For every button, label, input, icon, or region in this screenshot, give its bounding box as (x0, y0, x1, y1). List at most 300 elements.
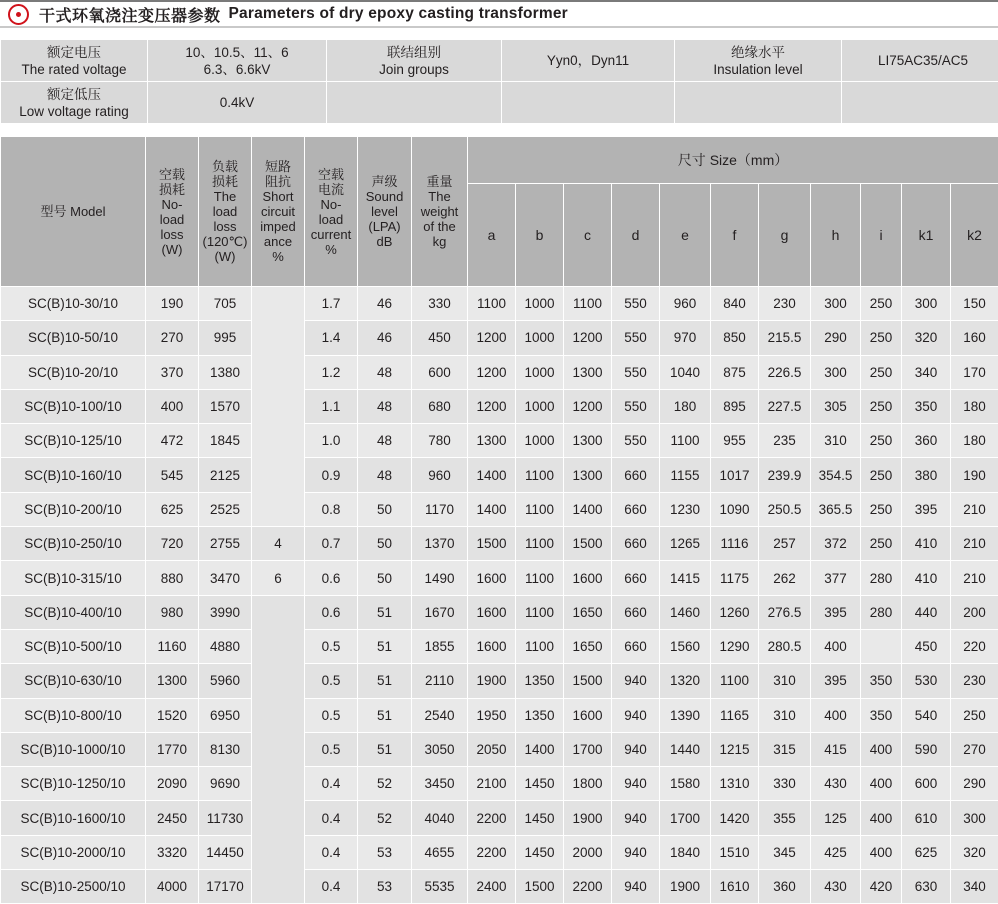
cell-size-i: 250 (861, 321, 902, 355)
cell-size-k1: 440 (902, 595, 951, 629)
cell-weight: 600 (412, 355, 468, 389)
cell-weight: 960 (412, 458, 468, 492)
cell-size-d: 550 (612, 355, 660, 389)
cell-no-load-loss: 1770 (146, 732, 199, 766)
cell-size-e: 1265 (660, 527, 711, 561)
cell-size-d: 940 (612, 698, 660, 732)
cell-size-g: 250.5 (759, 492, 811, 526)
cell-size-d: 660 (612, 492, 660, 526)
cell-weight: 5535 (412, 870, 468, 904)
spec-value-line1: 10、10.5、11、6 (148, 44, 326, 61)
cell-weight: 4655 (412, 835, 468, 869)
cell-load-loss: 9690 (199, 767, 252, 801)
cell-no-load-loss: 980 (146, 595, 199, 629)
cell-size-i: 250 (861, 355, 902, 389)
cell-size-c: 1900 (564, 801, 612, 835)
cell-size-d: 550 (612, 287, 660, 321)
header-size-g: g (759, 184, 811, 287)
cell-model: SC(B)10-315/10 (1, 561, 146, 595)
page-title-en: Parameters of dry epoxy casting transformer (229, 5, 568, 23)
cell-size-g: 310 (759, 664, 811, 698)
cell-no-load-current: 0.7 (305, 527, 358, 561)
cell-size-d: 940 (612, 732, 660, 766)
spec-row (1, 40, 998, 82)
cell-size-k2: 180 (951, 389, 998, 423)
cell-size-i: 280 (861, 561, 902, 595)
cell-size-c: 2200 (564, 870, 612, 904)
header-size-i: i (861, 184, 902, 287)
cell-load-loss: 1570 (199, 389, 252, 423)
cell-size-h: 400 (811, 698, 861, 732)
cell-sound-level: 51 (358, 664, 412, 698)
cell-size-f: 1290 (711, 629, 759, 663)
cell-no-load-current: 1.2 (305, 355, 358, 389)
cell-size-k2: 320 (951, 835, 998, 869)
cell-sound-level: 53 (358, 835, 412, 869)
cell-weight: 450 (412, 321, 468, 355)
cell-size-f: 1610 (711, 870, 759, 904)
cell-no-load-current: 1.7 (305, 287, 358, 321)
table-row (1, 767, 998, 801)
cell-no-load-loss: 2450 (146, 801, 199, 835)
spec-row (1, 82, 998, 124)
cell-sound-level: 50 (358, 561, 412, 595)
cell-size-k2: 150 (951, 287, 998, 321)
cell-size-f: 840 (711, 287, 759, 321)
cell-size-i: 250 (861, 389, 902, 423)
cell-size-d: 550 (612, 424, 660, 458)
cell-size-b: 1100 (516, 561, 564, 595)
cell-size-b: 1100 (516, 458, 564, 492)
cell-size-c: 1500 (564, 664, 612, 698)
cell-size-k1: 610 (902, 801, 951, 835)
cell-model: SC(B)10-30/10 (1, 287, 146, 321)
cell-size-c: 2000 (564, 835, 612, 869)
table-row (1, 389, 998, 423)
cell-model: SC(B)10-400/10 (1, 595, 146, 629)
header-size-k1: k1 (902, 184, 951, 287)
cell-sound-level: 51 (358, 629, 412, 663)
cell-size-h: 305 (811, 389, 861, 423)
data-table-wrapper (0, 136, 998, 904)
cell-load-loss: 14450 (199, 835, 252, 869)
cell-size-b: 1450 (516, 767, 564, 801)
cell-sound-level: 46 (358, 287, 412, 321)
cell-size-a: 2100 (468, 767, 516, 801)
cell-size-g: 330 (759, 767, 811, 801)
cell-size-c: 1650 (564, 595, 612, 629)
cell-size-g: 345 (759, 835, 811, 869)
cell-size-b: 1450 (516, 801, 564, 835)
cell-size-g: 276.5 (759, 595, 811, 629)
cell-no-load-loss: 472 (146, 424, 199, 458)
cell-size-b: 1350 (516, 664, 564, 698)
spec-empty-cell (502, 82, 675, 124)
cell-no-load-current: 0.5 (305, 698, 358, 732)
cell-size-a: 1600 (468, 595, 516, 629)
cell-sound-level: 51 (358, 732, 412, 766)
cell-size-a: 1500 (468, 527, 516, 561)
cell-load-loss: 3990 (199, 595, 252, 629)
cell-load-loss: 4880 (199, 629, 252, 663)
cell-size-a: 1950 (468, 698, 516, 732)
cell-size-f: 1510 (711, 835, 759, 869)
cell-size-h: 300 (811, 355, 861, 389)
cell-size-a: 2200 (468, 835, 516, 869)
cell-size-i: 400 (861, 835, 902, 869)
cell-weight: 780 (412, 424, 468, 458)
header-sound-level: 声级 Sound level (LPA) dB (358, 137, 412, 287)
cell-no-load-current: 1.4 (305, 321, 358, 355)
cell-model: SC(B)10-2500/10 (1, 870, 146, 904)
cell-size-a: 1100 (468, 287, 516, 321)
cell-size-h: 425 (811, 835, 861, 869)
cell-weight: 1490 (412, 561, 468, 595)
cell-size-c: 1500 (564, 527, 612, 561)
cell-size-b: 1000 (516, 321, 564, 355)
cell-model: SC(B)10-1600/10 (1, 801, 146, 835)
cell-load-loss: 11730 (199, 801, 252, 835)
cell-load-loss: 2125 (199, 458, 252, 492)
cell-size-e: 1040 (660, 355, 711, 389)
cell-size-b: 1000 (516, 355, 564, 389)
cell-no-load-loss: 545 (146, 458, 199, 492)
target-dot-icon (8, 4, 29, 25)
page-title-bar (0, 0, 998, 28)
page-title-cn: 干式环氧浇注变压器参数 (39, 3, 221, 26)
cell-no-load-current: 0.5 (305, 664, 358, 698)
cell-size-a: 2400 (468, 870, 516, 904)
cell-size-g: 215.5 (759, 321, 811, 355)
cell-load-loss: 705 (199, 287, 252, 321)
cell-no-load-loss: 370 (146, 355, 199, 389)
cell-size-k2: 290 (951, 767, 998, 801)
cell-weight: 2540 (412, 698, 468, 732)
cell-size-a: 2050 (468, 732, 516, 766)
cell-size-k1: 530 (902, 664, 951, 698)
cell-size-k1: 360 (902, 424, 951, 458)
cell-model: SC(B)10-1000/10 (1, 732, 146, 766)
spec-empty-cell (675, 82, 842, 124)
cell-load-loss: 8130 (199, 732, 252, 766)
cell-size-h: 300 (811, 287, 861, 321)
cell-load-loss: 2525 (199, 492, 252, 526)
cell-load-loss: 17170 (199, 870, 252, 904)
cell-weight: 1370 (412, 527, 468, 561)
cell-size-k1: 590 (902, 732, 951, 766)
cell-size-i: 280 (861, 595, 902, 629)
cell-size-h: 415 (811, 732, 861, 766)
cell-model: SC(B)10-125/10 (1, 424, 146, 458)
cell-size-k2: 250 (951, 698, 998, 732)
cell-size-c: 1200 (564, 389, 612, 423)
cell-size-f: 1165 (711, 698, 759, 732)
header-size-h: h (811, 184, 861, 287)
cell-size-f: 1100 (711, 664, 759, 698)
cell-size-h: 125 (811, 801, 861, 835)
cell-size-f: 955 (711, 424, 759, 458)
cell-size-k1: 340 (902, 355, 951, 389)
cell-size-c: 1700 (564, 732, 612, 766)
cell-size-b: 1100 (516, 527, 564, 561)
cell-size-c: 1100 (564, 287, 612, 321)
cell-size-f: 1017 (711, 458, 759, 492)
cell-size-b: 1450 (516, 835, 564, 869)
cell-no-load-loss: 4000 (146, 870, 199, 904)
header-size-k2: k2 (951, 184, 998, 287)
cell-size-k2: 230 (951, 664, 998, 698)
cell-size-i: 400 (861, 732, 902, 766)
cell-size-h: 430 (811, 870, 861, 904)
cell-size-k2: 270 (951, 732, 998, 766)
table-row (1, 287, 998, 321)
cell-model: SC(B)10-800/10 (1, 698, 146, 732)
cell-size-f: 850 (711, 321, 759, 355)
cell-size-d: 660 (612, 527, 660, 561)
spec-value-line2: 6.3、6.6kV (148, 61, 326, 78)
cell-size-c: 1400 (564, 492, 612, 526)
cell-size-d: 940 (612, 767, 660, 801)
table-row (1, 870, 998, 904)
spec-label-en: The rated voltage (1, 61, 147, 78)
cell-size-g: 315 (759, 732, 811, 766)
table-row (1, 801, 998, 835)
cell-size-k1: 410 (902, 561, 951, 595)
cell-size-h: 377 (811, 561, 861, 595)
cell-size-k2: 210 (951, 492, 998, 526)
cell-size-i: 250 (861, 458, 902, 492)
header-model-cn: 型号 (40, 204, 66, 219)
cell-size-f: 1090 (711, 492, 759, 526)
table-row (1, 458, 998, 492)
cell-size-g: 227.5 (759, 389, 811, 423)
cell-no-load-current: 0.6 (305, 561, 358, 595)
table-row (1, 527, 998, 561)
cell-short-circuit-impedance (252, 287, 305, 527)
cell-no-load-current: 0.8 (305, 492, 358, 526)
cell-size-d: 550 (612, 389, 660, 423)
cell-size-a: 1300 (468, 424, 516, 458)
cell-size-k1: 600 (902, 767, 951, 801)
cell-size-b: 1400 (516, 732, 564, 766)
data-table-body (1, 287, 998, 904)
cell-model: SC(B)10-2000/10 (1, 835, 146, 869)
cell-size-b: 1100 (516, 629, 564, 663)
cell-size-h: 354.5 (811, 458, 861, 492)
cell-size-h: 290 (811, 321, 861, 355)
header-load-loss: 负载 损耗 The load loss (120℃) (W) (199, 137, 252, 287)
cell-size-k2: 210 (951, 561, 998, 595)
cell-size-d: 660 (612, 458, 660, 492)
cell-no-load-current: 1.0 (305, 424, 358, 458)
spec-label-en: Join groups (327, 61, 501, 78)
cell-size-g: 257 (759, 527, 811, 561)
cell-no-load-loss: 625 (146, 492, 199, 526)
cell-size-g: 235 (759, 424, 811, 458)
cell-size-k2: 190 (951, 458, 998, 492)
cell-size-e: 1155 (660, 458, 711, 492)
cell-size-i: 420 (861, 870, 902, 904)
cell-sound-level: 50 (358, 527, 412, 561)
spec-label-cn: 额定电压 (1, 44, 147, 61)
cell-model: SC(B)10-50/10 (1, 321, 146, 355)
cell-no-load-current: 0.6 (305, 595, 358, 629)
spec-label-en: Insulation level (675, 61, 841, 78)
cell-model: SC(B)10-1250/10 (1, 767, 146, 801)
cell-size-i: 400 (861, 767, 902, 801)
cell-model: SC(B)10-630/10 (1, 664, 146, 698)
cell-size-c: 1300 (564, 458, 612, 492)
cell-sound-level: 53 (358, 870, 412, 904)
header-no-load-loss: 空载 损耗 No- load loss (W) (146, 137, 199, 287)
cell-load-loss: 2755 (199, 527, 252, 561)
header-size-group: 尺寸 Size（mm） (468, 137, 998, 184)
cell-size-b: 1500 (516, 870, 564, 904)
cell-short-circuit-impedance (252, 595, 305, 904)
cell-size-g: 310 (759, 698, 811, 732)
cell-sound-level: 50 (358, 492, 412, 526)
cell-weight: 1670 (412, 595, 468, 629)
cell-model: SC(B)10-20/10 (1, 355, 146, 389)
table-row (1, 664, 998, 698)
table-row (1, 424, 998, 458)
cell-sound-level: 52 (358, 767, 412, 801)
spec-value-join-groups: Yyn0，Dyn11 (502, 40, 675, 82)
cell-load-loss: 3470 (199, 561, 252, 595)
table-row (1, 629, 998, 663)
cell-size-h: 395 (811, 595, 861, 629)
cell-no-load-loss: 880 (146, 561, 199, 595)
cell-no-load-loss: 720 (146, 527, 199, 561)
cell-size-h: 365.5 (811, 492, 861, 526)
cell-no-load-current: 1.1 (305, 389, 358, 423)
table-row (1, 492, 998, 526)
cell-size-f: 1175 (711, 561, 759, 595)
cell-size-a: 1200 (468, 321, 516, 355)
cell-size-e: 1440 (660, 732, 711, 766)
cell-size-a: 2200 (468, 801, 516, 835)
cell-size-i: 250 (861, 492, 902, 526)
cell-model: SC(B)10-160/10 (1, 458, 146, 492)
spec-empty-cell (327, 82, 502, 124)
cell-short-circuit-impedance: 4 (252, 527, 305, 561)
header-size-f: f (711, 184, 759, 287)
cell-size-a: 1400 (468, 458, 516, 492)
cell-no-load-loss: 1300 (146, 664, 199, 698)
cell-no-load-current: 0.5 (305, 629, 358, 663)
cell-size-k2: 170 (951, 355, 998, 389)
header-size-b: b (516, 184, 564, 287)
cell-no-load-loss: 1520 (146, 698, 199, 732)
cell-size-e: 1840 (660, 835, 711, 869)
spec-label-join-groups (327, 40, 502, 82)
cell-size-k2: 220 (951, 629, 998, 663)
cell-size-b: 1000 (516, 287, 564, 321)
cell-size-d: 550 (612, 321, 660, 355)
header-size-e: e (660, 184, 711, 287)
cell-size-e: 1580 (660, 767, 711, 801)
cell-size-f: 1116 (711, 527, 759, 561)
cell-sound-level: 48 (358, 458, 412, 492)
cell-size-g: 230 (759, 287, 811, 321)
spec-value-rated-voltage (148, 40, 327, 82)
cell-size-d: 940 (612, 801, 660, 835)
cell-size-i: 250 (861, 424, 902, 458)
cell-size-h: 372 (811, 527, 861, 561)
cell-size-c: 1600 (564, 698, 612, 732)
spec-table (0, 39, 998, 124)
header-short-circuit-impedance: 短路 阻抗 Short circuit imped ance % (252, 137, 305, 287)
cell-size-k1: 350 (902, 389, 951, 423)
cell-size-e: 960 (660, 287, 711, 321)
table-row (1, 732, 998, 766)
cell-weight: 1170 (412, 492, 468, 526)
table-row (1, 835, 998, 869)
cell-size-e: 1700 (660, 801, 711, 835)
header-row-top (1, 137, 998, 184)
cell-size-b: 1000 (516, 424, 564, 458)
cell-size-d: 940 (612, 835, 660, 869)
table-row (1, 595, 998, 629)
cell-size-c: 1200 (564, 321, 612, 355)
cell-size-h: 310 (811, 424, 861, 458)
cell-model: SC(B)10-200/10 (1, 492, 146, 526)
cell-size-g: 355 (759, 801, 811, 835)
cell-size-f: 1215 (711, 732, 759, 766)
cell-size-f: 1260 (711, 595, 759, 629)
cell-size-e: 1460 (660, 595, 711, 629)
spec-label-rated-voltage (1, 40, 148, 82)
cell-size-k1: 320 (902, 321, 951, 355)
cell-weight: 1855 (412, 629, 468, 663)
cell-no-load-current: 0.4 (305, 767, 358, 801)
spec-value-insulation-level: LI75AC35/AC5 (842, 40, 998, 82)
spec-label-low-voltage (1, 82, 148, 124)
cell-size-i: 250 (861, 527, 902, 561)
cell-size-d: 940 (612, 664, 660, 698)
cell-size-k1: 625 (902, 835, 951, 869)
spec-empty-cell (842, 82, 998, 124)
cell-size-i: 400 (861, 801, 902, 835)
cell-size-d: 660 (612, 561, 660, 595)
cell-weight: 330 (412, 287, 468, 321)
cell-size-b: 1100 (516, 595, 564, 629)
cell-sound-level: 48 (358, 355, 412, 389)
cell-no-load-current: 0.4 (305, 801, 358, 835)
cell-size-d: 940 (612, 870, 660, 904)
cell-sound-level: 48 (358, 424, 412, 458)
cell-sound-level: 48 (358, 389, 412, 423)
cell-size-k2: 300 (951, 801, 998, 835)
cell-size-f: 1310 (711, 767, 759, 801)
cell-load-loss: 1845 (199, 424, 252, 458)
cell-size-k2: 210 (951, 527, 998, 561)
cell-weight: 3450 (412, 767, 468, 801)
cell-size-e: 970 (660, 321, 711, 355)
cell-size-k2: 200 (951, 595, 998, 629)
cell-no-load-loss: 190 (146, 287, 199, 321)
cell-sound-level: 51 (358, 698, 412, 732)
cell-size-g: 262 (759, 561, 811, 595)
cell-no-load-loss: 3320 (146, 835, 199, 869)
cell-size-a: 1400 (468, 492, 516, 526)
cell-weight: 2110 (412, 664, 468, 698)
cell-size-c: 1650 (564, 629, 612, 663)
spec-label-cn: 额定低压 (1, 86, 147, 103)
cell-no-load-current: 0.5 (305, 732, 358, 766)
cell-load-loss: 1380 (199, 355, 252, 389)
cell-size-e: 180 (660, 389, 711, 423)
